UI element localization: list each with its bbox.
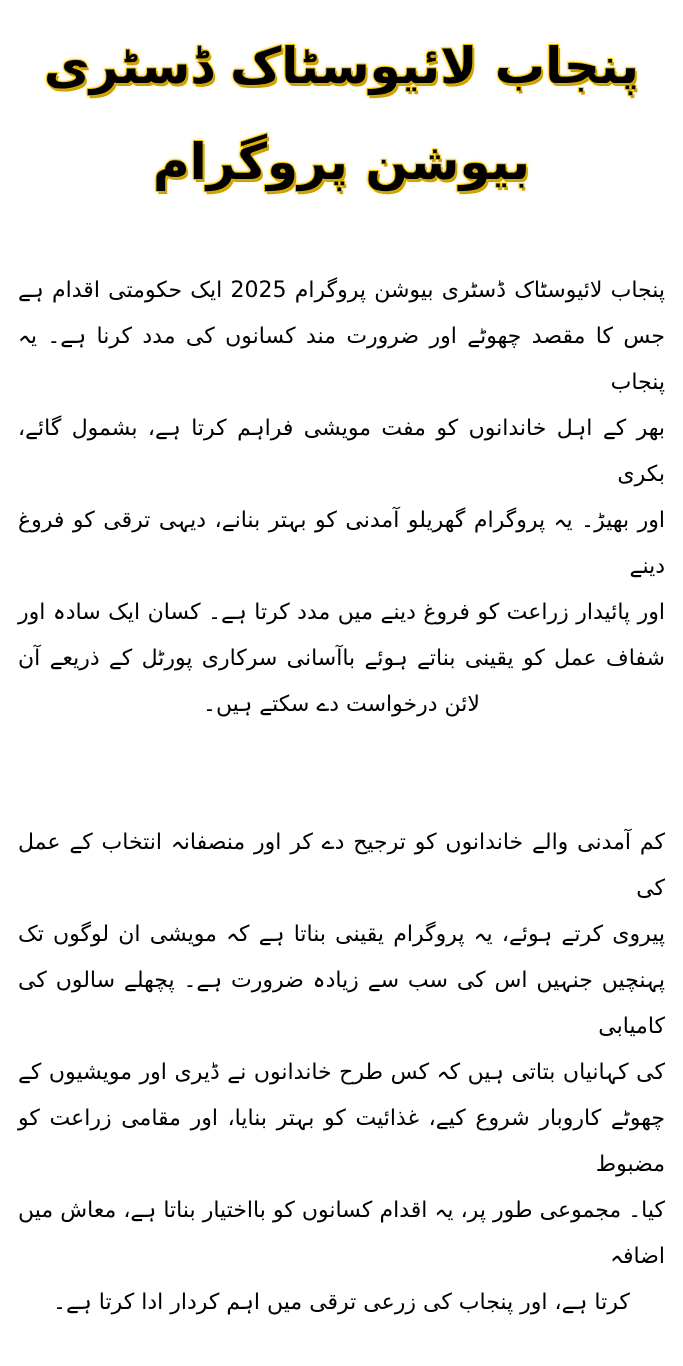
text-line: کیا۔ مجموعی طور پر، یہ اقدام کسانوں کو بااختیار بناتا ہے، معاش میں اضافہ — [18, 1198, 665, 1269]
text-line: پہنچیں جنہیں اس کی سب سے زیادہ ضرورت ہے۔ پچھلے سالوں کی کامیابی — [18, 968, 665, 1039]
page-title: پنجاب لائیوسٹاک ڈسٹری بیوشن پروگرام — [43, 37, 640, 191]
text-line: اور بھیڑ۔ یہ پروگرام گھریلو آمدنی کو بہتر بنانے، دیہی ترقی کو فروغ دینے — [18, 508, 665, 579]
text-line: کرتا ہے، اور پنجاب کی زرعی ترقی میں اہم کردار ادا کرتا ہے۔ — [53, 1290, 630, 1315]
text-line: اور پائیدار زراعت کو فروغ دینے میں مدد کرتا ہے۔ کسان ایک سادہ اور — [18, 600, 665, 625]
text-line: پیروی کرتے ہوئے، یہ پروگرام یقینی بناتا ہے کہ مویشی ان لوگوں تک — [18, 922, 665, 947]
text-line: جس کا مقصد چھوٹے اور ضرورت مند کسانوں کی مدد کرنا ہے۔ یہ پنجاب — [18, 324, 665, 395]
text-line: شفاف عمل کو یقینی بناتے ہوئے باآسانی سرکاری پورٹل کے ذریعے آن — [18, 646, 665, 671]
paragraph-impact — [18, 820, 665, 1366]
text-line: لائن درخواست دے سکتے ہیں۔ — [203, 692, 480, 717]
paragraph-intro — [18, 268, 665, 728]
text-line: کم آمدنی والے خاندانوں کو ترجیح دے کر اور منصفانہ انتخاب کے عمل کی — [18, 830, 665, 901]
text-line: کی کہانیاں بتاتی ہیں کہ کس طرح خاندانوں نے ڈیری اور مویشیوں کے — [18, 1060, 665, 1085]
text-line: بھر کے اہل خاندانوں کو مفت مویشی فراہم کرتا ہے، بشمول گائے، بکری — [18, 416, 665, 487]
text-line: پنجاب لائیوسٹاک ڈسٹری بیوشن پروگرام 2025 ایک حکومتی اقدام ہے — [18, 278, 666, 303]
text-line: چھوٹے کاروبار شروع کیے، غذائیت کو بہتر بنایا، اور مقامی زراعت کو مضبوط — [18, 1106, 665, 1177]
